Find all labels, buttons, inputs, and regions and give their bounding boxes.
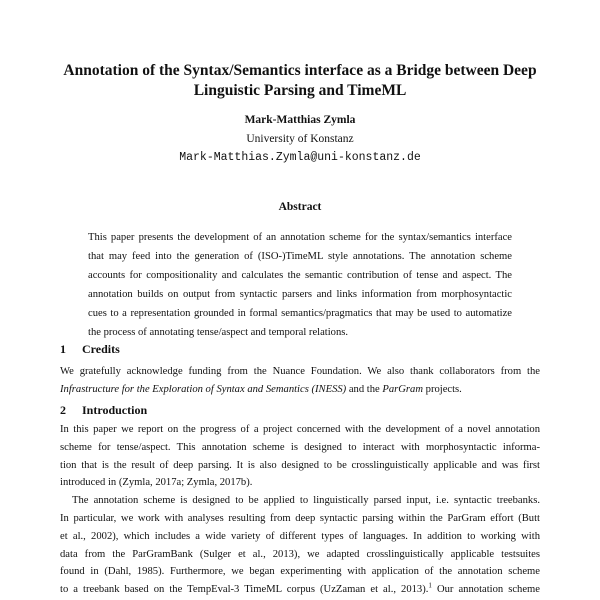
abstract-line: cues to a representation grounded in formal semantics/pragmatics that may be used to automatize (88, 308, 512, 319)
abstract-line: accounts for compositionality and calculates the semantic contribution of tense and aspect. The (88, 270, 512, 281)
intro-line: introduced in (Zymla, 2017a; Zymla, 2017b). (60, 477, 253, 489)
credits-line (60, 384, 540, 396)
intro-line: tion that is the result of deep parsing. It is also designed to be crosslinguistically applicable and was first (60, 459, 540, 471)
abstract-heading: Abstract (278, 201, 322, 213)
author-name: Mark-Matthias Zymla (244, 114, 356, 126)
author-email: Mark-Matthias.Zymla@uni-konstanz.de (179, 151, 421, 164)
text: projects. (423, 384, 462, 395)
section-number: 2 (60, 403, 66, 417)
intro-line: found in (Dahl, 1985). Furthermore, we began experimenting with application of the annotation scheme (60, 566, 540, 578)
text: and the (346, 384, 383, 395)
intro-line: The annotation scheme is designed to be applied to linguistically parsed input, i.e. syntactic treebanks. (72, 495, 540, 507)
pargram-name: ParGram (382, 384, 423, 395)
iness-name: Infrastructure for the Exploration of Syntax and Semantics (INESS) (60, 384, 347, 395)
abstract-line: annotation builds on output from syntactic parsers and links information from morphosyntactic (88, 289, 512, 300)
section-heading-credits (60, 342, 120, 356)
footnote-mark[interactable]: 1 (428, 581, 432, 590)
affiliation: University of Konstanz (246, 133, 354, 145)
intro-line: scheme for tense/aspect. This annotation scheme is designed to interact with morphosyntactic informa- (60, 441, 540, 453)
abstract-line: the process of annotating tense/aspect and temporal relations. (88, 327, 349, 338)
text: Our annotation scheme (431, 584, 541, 596)
text: to a treebank based on the TempEval-3 TimeML corpus (UzZaman et al., 2013). (60, 584, 429, 596)
paper-title-line-1: Annotation of the Syntax/Semantics interface as a Bridge between Deep (63, 62, 537, 79)
paper-title-line-2: Linguistic Parsing and TimeML (193, 82, 407, 99)
credits-line: We gratefully acknowledge funding from the Nuance Foundation. We also thank collaborators from the (60, 366, 540, 377)
section-title: Credits (82, 342, 120, 356)
abstract-line: that may feed into the generation of (ISO-)TimeML style annotations. The annotation scheme (88, 251, 512, 262)
abstract-line: This paper presents the development of an annotation scheme for the syntax/semantics interface (88, 232, 512, 243)
intro-line: data from the ParGramBank (Sulger et al., 2013), we adapted crosslinguistically applicable testsuites (60, 548, 540, 560)
section-number: 1 (60, 342, 66, 356)
section-title: Introduction (82, 403, 148, 417)
section-heading-introduction (60, 403, 147, 417)
intro-line: In this paper we report on the progress of a project concerned with the development of a novel annotation (60, 424, 540, 435)
intro-line: et al., 2002), which includes a wide variety of different types of languages. In addition to working with (60, 530, 540, 542)
intro-line: In particular, we work with analyses resulting from deep syntactic parsing within the ParGram effort (Butt (60, 513, 540, 524)
intro-line (60, 581, 541, 596)
